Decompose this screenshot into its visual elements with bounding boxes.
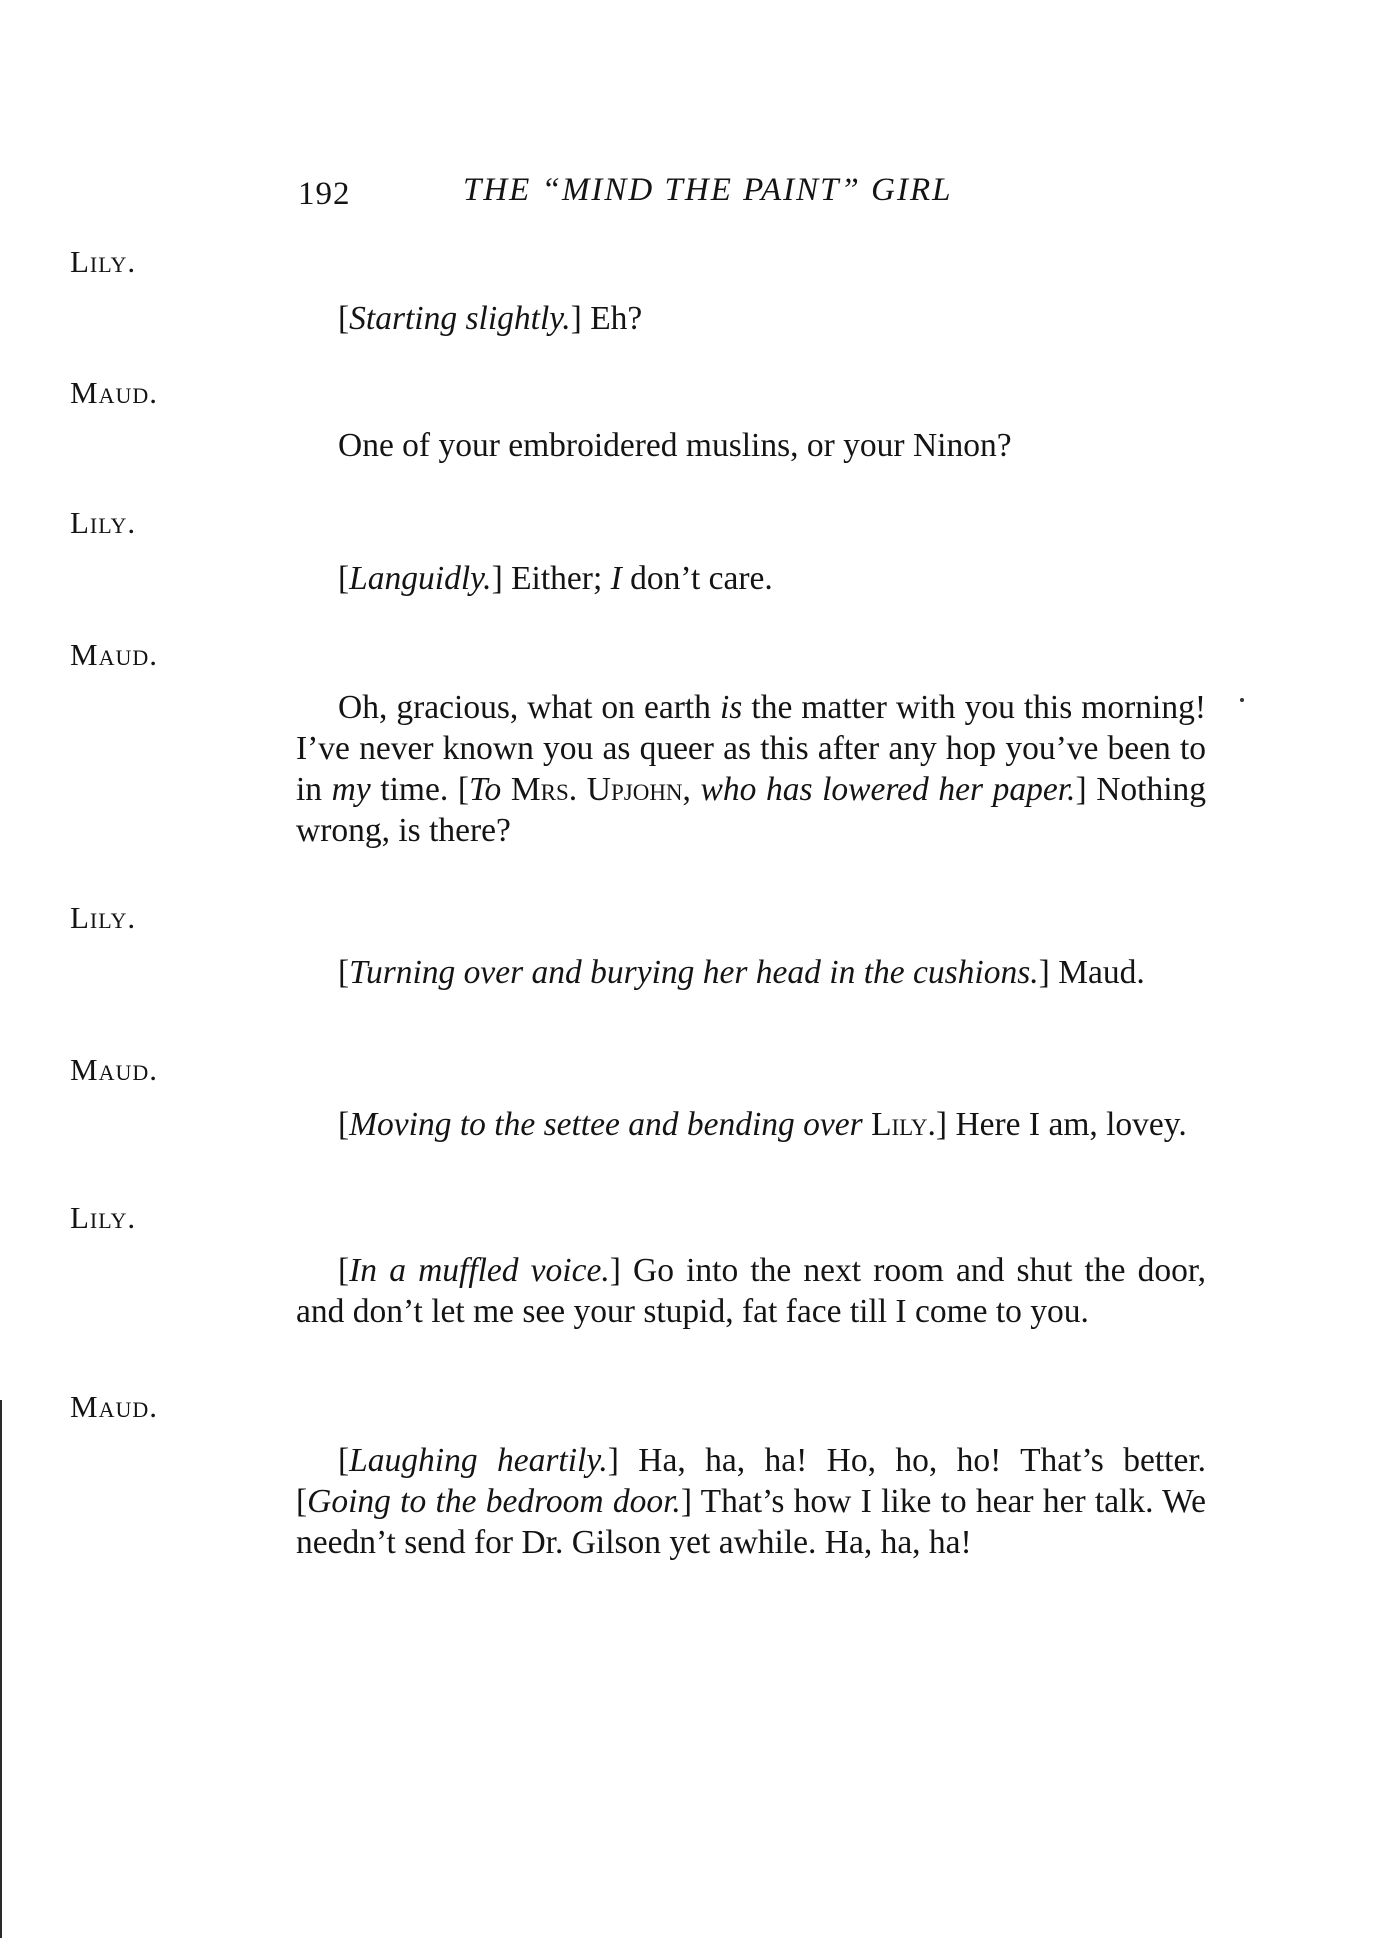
speech-paragraph: [Laughing heartily.] Ha, ha, ha! Ho, ho, ho! That’s better. [Going to the bedroom door.] That’s how I like to hear her talk. We needn’t send for Dr. Gilson yet awhile. Ha, ha, ha!: [296, 1442, 1207, 1561]
scan-edge-line: [0, 1400, 2, 1938]
speech-text: don’t care.: [630, 560, 773, 597]
stage-direction: Languidly.: [349, 560, 492, 597]
speech-text: time.: [380, 771, 449, 808]
speech-text: Ha, ha, ha! Ho, ho, ho! That’s better.: [638, 1442, 1207, 1479]
speech-text: Either;: [511, 560, 603, 597]
speech-text: Oh, gracious, what on earth: [338, 689, 711, 726]
speech-paragraph: [In a muffled voice.] Go into the next room and shut the door, and don’t let me see your stupid, fat face till I come to you.: [296, 1252, 1207, 1330]
speaker-name: Lily.: [70, 900, 137, 935]
character-name: Mrs. Upjohn,: [510, 771, 691, 808]
speaker-name: Maud.: [70, 375, 158, 410]
speech-line: [Starting slightly.] Eh?: [338, 300, 643, 337]
stage-direction: Starting slightly.: [349, 300, 571, 337]
page-header: [298, 172, 1208, 216]
speech-text: That’s how I like to hear her talk. We needn’t send for Dr. Gilson yet awhile. Ha, ha, ha!: [296, 1483, 1206, 1561]
stage-direction: In a muffled voice.: [349, 1252, 610, 1289]
speech-text: the matter with you this morning! I’ve never known you as queer as this after any hop you’ve been to in: [296, 689, 1206, 808]
stage-direction: Laughing heartily.: [349, 1442, 608, 1479]
speech-line: [296, 425, 1206, 466]
stage-direction: Turning over and burying her head in the cushions.: [349, 954, 1039, 991]
character-name: Lily.: [871, 1106, 936, 1143]
stage-direction: who has lowered her paper.: [700, 771, 1076, 808]
speech-text: Go into the next room and shut the door, and don’t let me see your stupid, fat face till I come to you.: [296, 1252, 1207, 1330]
stage-direction: To: [468, 771, 502, 808]
emphasis-text: my: [331, 771, 371, 808]
page-number: 192: [298, 176, 351, 212]
speech-text: Nothing wrong, is there?: [296, 771, 1206, 849]
speaker-name: Lily.: [70, 244, 137, 279]
speech-paragraph: [Moving to the settee and bending over Lily.] Here I am, lovey.: [338, 1106, 1187, 1143]
speaker-name: Lily.: [70, 505, 137, 540]
stage-direction: Moving to the settee and bending over: [349, 1106, 863, 1143]
stage-direction: Going to the bedroom door.: [307, 1483, 681, 1520]
speech-paragraph: [Turning over and burying her head in the cushions.] Maud.: [338, 954, 1145, 991]
speech-text: Maud.: [1058, 954, 1145, 991]
speech-text: One of your embroidered muslins, or your Ninon?: [338, 427, 1012, 464]
speaker-name: Maud.: [70, 637, 158, 672]
speaker-name: Maud.: [70, 1389, 158, 1424]
speech-paragraph: Oh, gracious, what on earth is the matter with you this morning! I’ve never known you as queer as this after any hop you’ve been to in my time. [To Mrs. Upjohn, who has lowered her paper.] Nothing wrong, is there?: [296, 689, 1206, 849]
speech-line: [Languidly.] Either; I don’t care.: [338, 560, 773, 597]
emphasis-text: I: [610, 560, 622, 597]
speech-text: Here I am, lovey.: [955, 1106, 1187, 1143]
speech-text: Eh?: [590, 300, 643, 337]
speaker-name: Lily.: [70, 1200, 137, 1235]
speaker-name: Maud.: [70, 1052, 158, 1087]
emphasis-text: is: [719, 689, 743, 726]
running-title: THE “MIND THE PAINT” GIRL: [463, 172, 953, 208]
ink-speck: [1240, 698, 1244, 702]
